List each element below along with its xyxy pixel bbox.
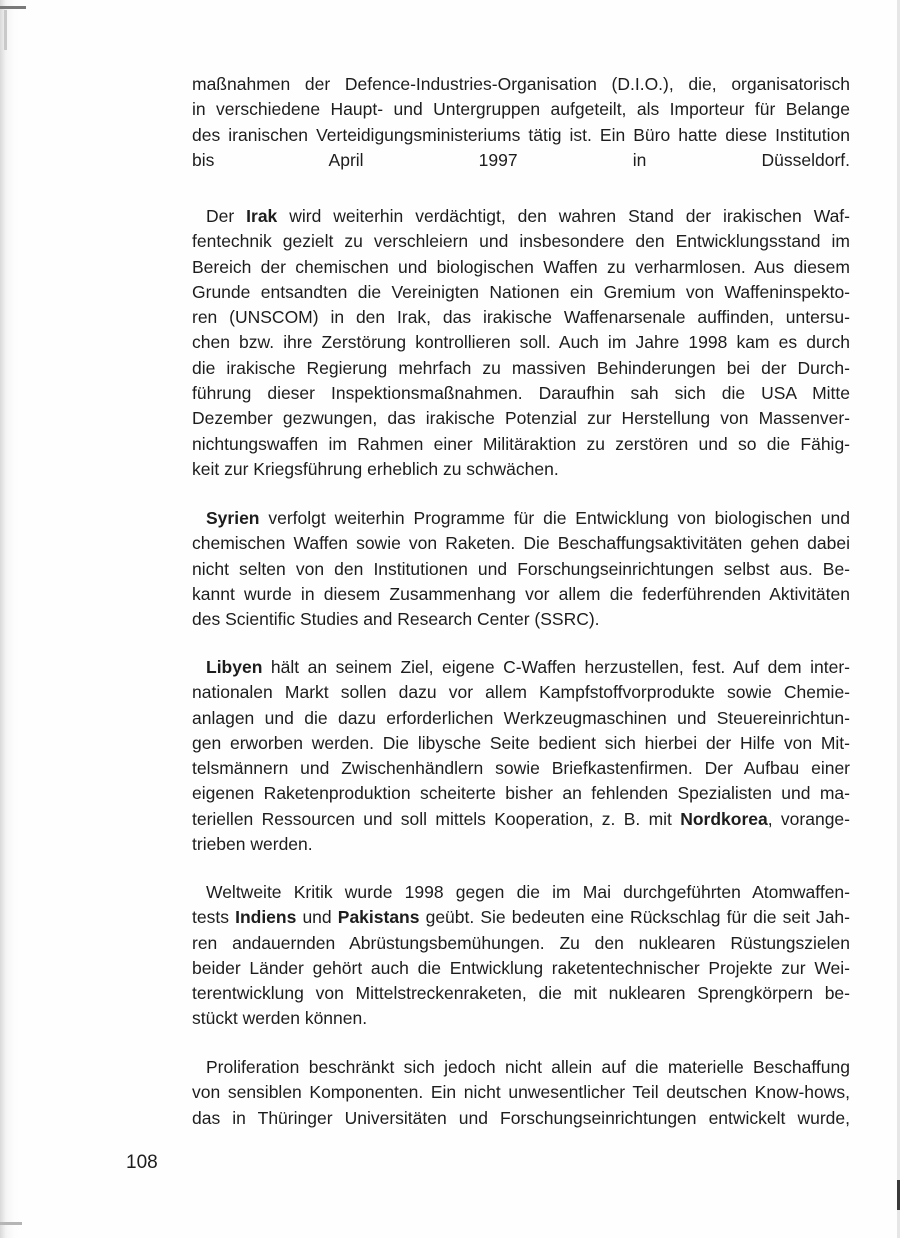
text-span: Weltweite Kritik wurde 1998 gegen die im Mai durchgeführten Atomwaffen-: [206, 882, 850, 902]
text-span: hält an seinem Ziel, eigene C-Waffen herzustellen, fest. Auf dem inter-: [262, 657, 850, 677]
text-span: chemischen Waffen sowie von Raketen. Die Beschaffungsaktivitäten gehen dabei: [192, 533, 850, 554]
text-span: tests: [192, 907, 236, 928]
text-span: Grunde entsandten die Vereinigten Nationen ein Gremium von Waffeninspekto-: [192, 281, 850, 302]
text-line: [192, 531, 850, 556]
text-line: [192, 381, 850, 406]
text-line: [192, 123, 850, 148]
text-span: das in Thüringer Universitäten und Forschungseinrichtungen entwickelt wurde,: [192, 1107, 850, 1128]
paragraph-3-syrien: [192, 506, 850, 632]
text-span: des iranischen Verteidigungsministeriums tätig ist. Ein Büro hatte diese Institution: [192, 124, 850, 145]
text-line: [192, 330, 850, 355]
text-span: verfolgt weiterhin Programme für die Entwicklung von biologischen und: [259, 508, 850, 528]
text-line: [192, 229, 850, 254]
text-line: [192, 905, 850, 930]
text-line: [192, 931, 850, 956]
text-span: keit zur Kriegsführung erheblich zu schwächen.: [192, 458, 559, 479]
text-line: [192, 1080, 850, 1105]
text-span: des Scientific Studies and Research Center (SSRC).: [192, 609, 600, 630]
page-number: 108: [126, 1152, 158, 1173]
text-line: [192, 832, 850, 857]
text-span: die irakische Regierung mehrfach zu massiven Behinderungen bei der Durch-: [192, 357, 850, 378]
text-span: ren andauernden Abrüstungsbemühungen. Zu den nuklearen Rüstungszielen: [192, 932, 850, 953]
text-span: fentechnik gezielt zu verschleiern und insbesondere den Entwicklungsstand im: [192, 231, 850, 252]
text-line: [192, 305, 850, 330]
text-line: [192, 582, 850, 607]
paragraph-5-atomwaffentests: [192, 880, 850, 1032]
text-span: trieben werden.: [192, 834, 313, 855]
text-span: geübt. Sie bedeuten eine Rückschlag für die seit Jah-: [419, 907, 850, 928]
keyword-bold: Libyen: [206, 657, 263, 677]
text-span: , vorange-: [767, 808, 850, 829]
text-span: gen erworben werden. Die libysche Seite bedient sich hierbei der Hilfe von Mit-: [192, 732, 850, 753]
text-line: [192, 1006, 850, 1031]
text-span: maßnahmen der Defence-Industries-Organisation (D.I.O.), die, organisatorisch: [192, 74, 850, 94]
text-line: [192, 731, 850, 756]
text-span: wird weiterhin verdächtigt, den wahren Stand der irakischen Waf-: [277, 206, 850, 226]
scan-mark-top: [0, 6, 26, 9]
text-line: [192, 781, 850, 806]
text-span: führung dieser Inspektionsmaßnahmen. Daraufhin sah sich die USA Mitte: [192, 383, 850, 404]
text-span: bis April 1997 in Düsseldorf.: [192, 149, 850, 170]
text-span: chen bzw. ihre Zerstörung kontrollieren soll. Auch im Jahre 1998 kam es durch: [192, 332, 850, 353]
text-line: [192, 72, 850, 97]
text-line: [192, 655, 850, 680]
keyword-bold: Irak: [246, 206, 278, 226]
text-line: [192, 706, 850, 731]
text-line: [192, 432, 850, 457]
text-span: stückt werden können.: [192, 1008, 368, 1029]
text-span: ren (UNSCOM) in den Irak, das irakische Waffenarsenale auffinden, untersu-: [192, 307, 850, 328]
scan-mark-bottom: [0, 1222, 22, 1225]
text-span: Der: [206, 206, 247, 226]
text-line: [192, 1106, 850, 1131]
text-line: [192, 956, 850, 981]
scan-mark-top-vertical: [4, 10, 7, 50]
text-span: Bereich der chemischen und biologischen Waffen zu verharmlosen. Aus diesem: [192, 256, 850, 277]
paragraph-6-proliferation: [192, 1055, 850, 1131]
text-span: Dezember gezwungen, das irakische Potenzial zur Herstellung von Massenver-: [192, 408, 850, 429]
text-span: telsmännern und Zwischenhändlern sowie Briefkastenfirmen. Der Aufbau einer: [192, 758, 850, 779]
keyword-bold: Indiens: [235, 907, 297, 928]
paragraph-4-libyen: [192, 655, 850, 857]
text-line: [192, 148, 850, 173]
text-line: [192, 607, 850, 632]
text-line: [192, 406, 850, 431]
paragraph-1: [192, 72, 850, 173]
text-span: eigenen Raketenproduktion scheiterte bisher an fehlenden Spezialisten und ma-: [192, 783, 850, 804]
text-line: [192, 204, 850, 229]
text-line: [192, 1055, 850, 1080]
text-span: in verschiedene Haupt- und Untergruppen aufgeteilt, als Importeur für Belange: [192, 99, 850, 120]
text-line: [192, 981, 850, 1006]
text-span: nichtungswaffen im Rahmen einer Militäraktion zu zerstören und so die Fähig-: [192, 433, 850, 454]
text-line: [192, 356, 850, 381]
keyword-bold: Nordkorea: [680, 808, 768, 829]
text-line: [192, 97, 850, 122]
text-span: terentwicklung von Mittelstreckenraketen, die mit nuklearen Sprengkörpern be-: [192, 983, 850, 1004]
text-span: beider Länder gehört auch die Entwicklung raketentechnischer Projekte zur Wei-: [192, 957, 850, 978]
text-line: [192, 807, 850, 832]
text-line: [192, 506, 850, 531]
text-span: Proliferation beschränkt sich jedoch nicht allein auf die materielle Beschaffung: [206, 1057, 850, 1077]
text-span: nicht selten von den Institutionen und Forschungseinrichtungen selbst aus. Be-: [192, 558, 850, 579]
keyword-bold: Syrien: [206, 508, 260, 528]
text-line: [192, 280, 850, 305]
text-line: [192, 680, 850, 705]
text-span: von sensiblen Komponenten. Ein nicht unwesentlicher Teil deutschen Know-hows,: [192, 1082, 850, 1103]
text-line: [192, 880, 850, 905]
text-span: kannt wurde in diesem Zusammenhang vor allem die federführenden Aktivitäten: [192, 583, 850, 604]
text-line: [192, 255, 850, 280]
keyword-bold: Pakistans: [337, 907, 420, 928]
text-line: [192, 756, 850, 781]
text-span: anlagen und die dazu erforderlichen Werkzeugmaschinen und Steuereinrichtun-: [192, 707, 850, 728]
scan-left-edge: [0, 0, 24, 1238]
text-span: teriellen Ressourcen und soll mittels Kooperation, z. B. mit: [192, 808, 681, 829]
text-line: [192, 457, 850, 482]
text-line: [192, 557, 850, 582]
text-span: und: [296, 907, 338, 928]
text-span: nationalen Markt sollen dazu vor allem Kampfstoffvorprodukte sowie Chemie-: [192, 682, 850, 703]
paragraph-2-irak: [192, 204, 850, 482]
